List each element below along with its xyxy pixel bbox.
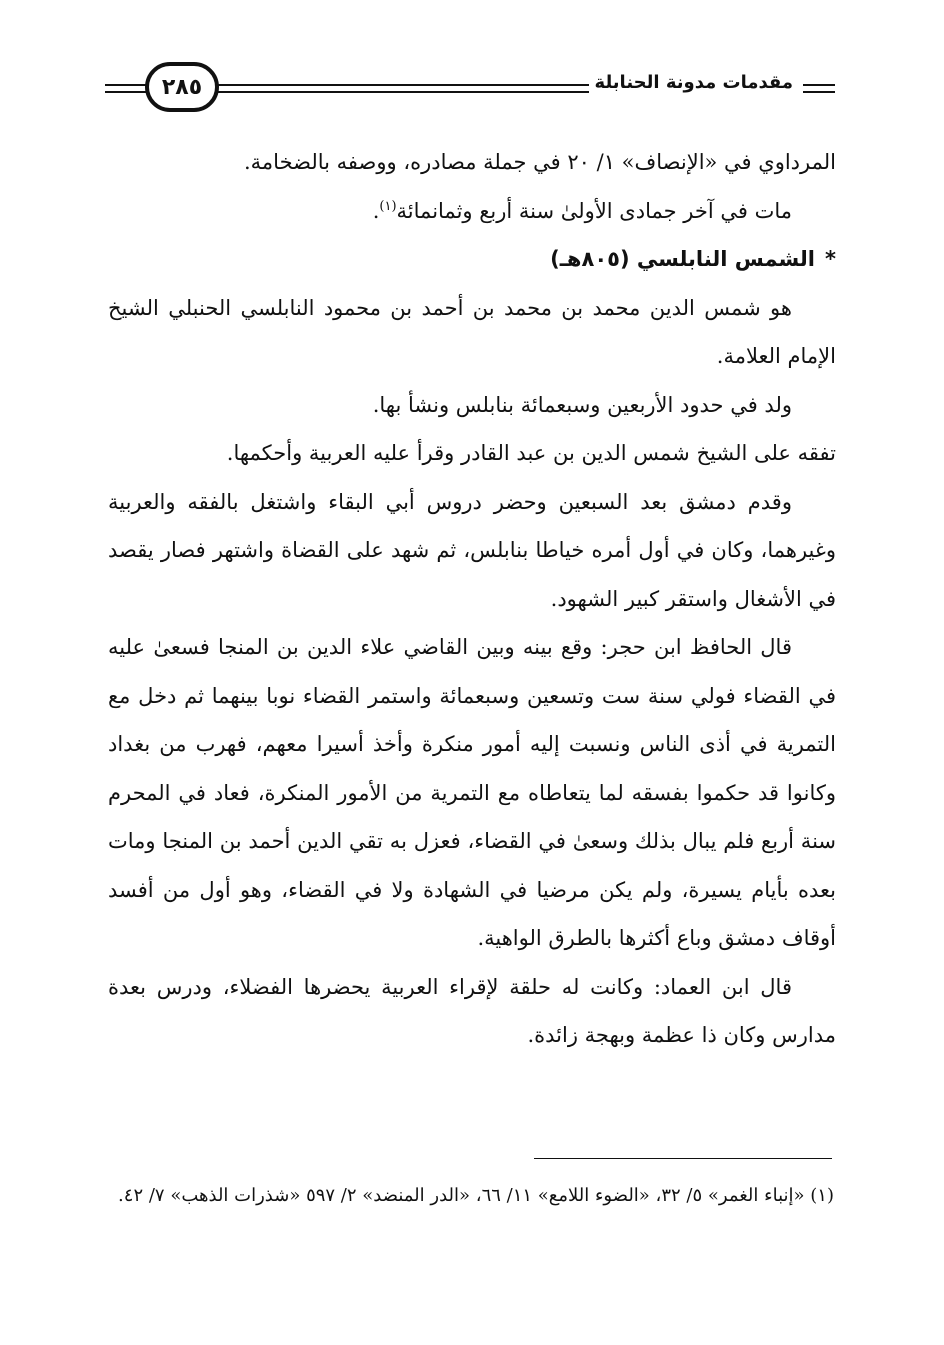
footnote bbox=[108, 1176, 834, 1216]
paragraph-text: مات في آخر جمادى الأولىٰ سنة أربع وثمانمائة bbox=[396, 198, 792, 223]
paragraph: تفقه على الشيخ شمس الدين بن عبد القادر وقرأ عليه العربية وأحكمها. bbox=[226, 441, 836, 465]
header-rule bbox=[105, 91, 147, 93]
paragraph bbox=[108, 187, 836, 236]
footnote-rule bbox=[534, 1158, 832, 1159]
paragraph: المرداوي في «الإنصاف» ١/ ٢٠ في جملة مصادره، ووصفه بالضخامة. bbox=[243, 150, 836, 174]
page-number: ٢٨٥ bbox=[145, 62, 219, 112]
paragraph: قال الحافظ ابن حجر: وقع بينه وبين القاضي علاء الدين بن المنجا فسعىٰ عليه في القضاء فولي سنة ست وتسعين وسبعمائة واستمر القضاء نوبا بينهما ثم دخل مع التمرية في أذى الناس ونسبت إليه أمور منكرة وأخذ أسيرا معهم، فهرب من بغداد وكانوا قد حكموا بفسقه لما يتعاطاه مع التمرية من الأمور المنكرة، فعاد في المحرم سنة أربع فلم يبال بذلك وسعىٰ في القضاء، فعزل به تقي الدين أحمد بن المنجا ومات بعده بأيام يسيرة، ولم يكن مرضيا في الشهادة ولا في القضاء، وهو أول من أفسد أوقاف دمشق وباع أكثرها بالطرق الواهية. bbox=[108, 635, 836, 950]
page-header bbox=[105, 62, 835, 118]
running-title: مقدمات مدونة الحنابلة bbox=[589, 72, 799, 93]
section-heading bbox=[108, 235, 836, 284]
main-text bbox=[108, 138, 836, 1060]
footnote-marker: (١) bbox=[379, 198, 397, 214]
heading-text: الشمس النابلسي (٨٠٥هـ) bbox=[550, 247, 816, 271]
header-rule bbox=[803, 91, 835, 93]
paragraph: هو شمس الدين محمد بن محمد بن أحمد بن محمود النابلسي الحنبلي الشيخ الإمام العلامة. bbox=[108, 295, 836, 368]
header-rule bbox=[105, 84, 147, 86]
paragraph: وقدم دمشق بعد السبعين وحضر دروس أبي البقاء واشتغل بالفقه والعربية وغيرهما، وكان في أول أمره خياطا بنابلس، ثم شهد على القضاة واشتهر فصار يقصد في الأشغال واستقر كبير الشهود. bbox=[108, 489, 836, 611]
footnote-text: (١) «إنباء الغمر» ٥/ ٣٢، «الضوء اللامع» ١١/ ٦٦، «الدر المنضد» ٢/ ٥٩٧ «شذرات الذهب» ٧/ ٤٢. bbox=[118, 1185, 834, 1206]
star-bullet: * bbox=[825, 247, 836, 271]
paragraph: ولد في حدود الأربعين وسبعمائة بنابلس ونشأ بها. bbox=[372, 392, 792, 417]
paragraph-end: . bbox=[372, 198, 380, 223]
paragraph: قال ابن العماد: وكانت له حلقة لإقراء العربية يحضرها الفضلاء، ودرس بعدة مدارس وكان ذا عظمة وبهجة زائدة. bbox=[108, 974, 836, 1047]
header-rule bbox=[803, 84, 835, 86]
